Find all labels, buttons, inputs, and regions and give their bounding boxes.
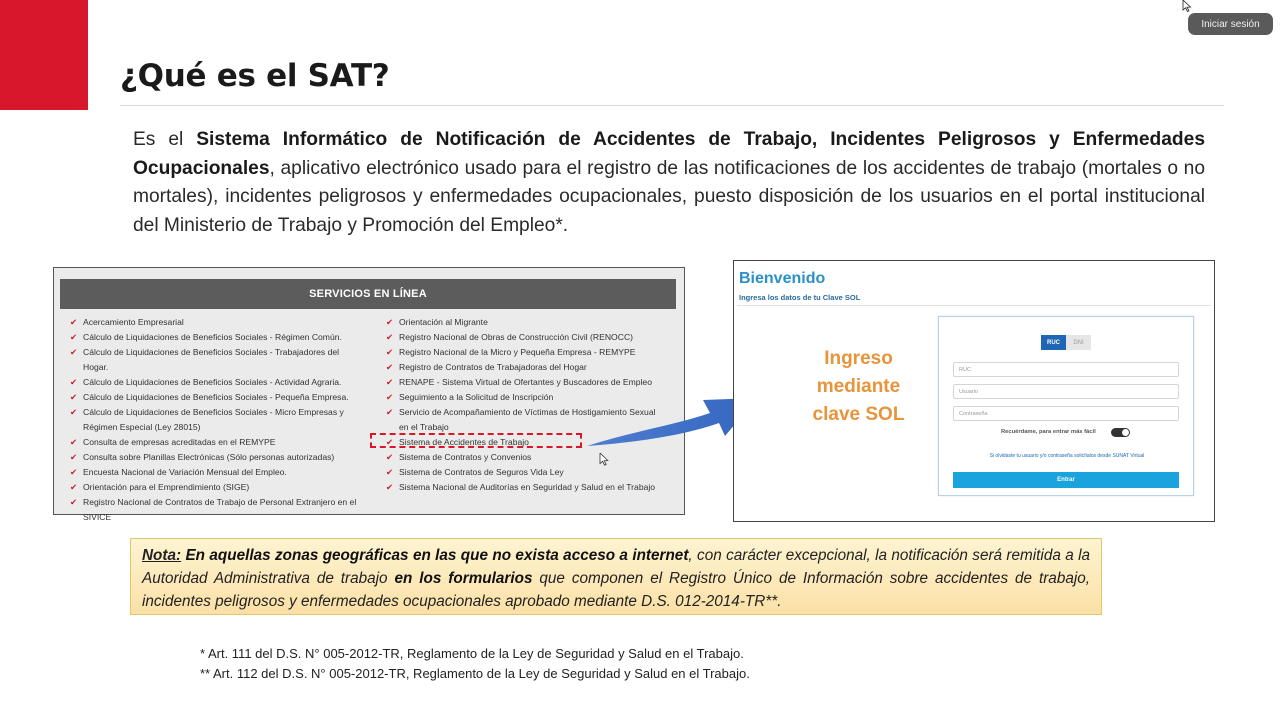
service-label: Sistema de Contratos de Seguros Vida Ley	[399, 467, 564, 477]
service-label: Registro de Contratos de Trabajadoras del Hogar	[399, 362, 587, 372]
check-icon: ✔	[386, 377, 394, 387]
note-text-2: que componen el Registro Único de Información sobre accidentes de trabajo, incidentes peligrosos y enfermedades ocupacionales aprobado mediante D.S. 012-2014-TR**.	[142, 570, 1090, 611]
note-box	[130, 538, 1102, 615]
service-label: Seguimiento a la Solicitud de Inscripción	[399, 392, 554, 402]
service-label: Encuesta Nacional de Variación Mensual del Empleo.	[83, 467, 287, 477]
brand-red-block	[0, 0, 88, 110]
service-link[interactable]	[386, 480, 666, 495]
check-icon: ✔	[70, 452, 78, 462]
check-icon: ✔	[386, 452, 394, 462]
service-link[interactable]	[70, 465, 362, 480]
service-link[interactable]	[70, 435, 362, 450]
service-label: Sistema de Contratos y Convenios	[399, 452, 532, 462]
sol-caption: Ingreso mediante clave SOL	[812, 348, 905, 425]
service-link[interactable]	[70, 450, 362, 465]
service-label: Consulta sobre Planillas Electrónicas (Sólo personas autorizadas)	[83, 452, 335, 462]
service-label: Cálculo de Liquidaciones de Beneficios Sociales - Trabajadores del Hogar.	[83, 347, 340, 372]
check-icon: ✔	[386, 392, 394, 402]
check-icon: ✔	[70, 437, 78, 447]
service-link[interactable]	[70, 405, 362, 435]
footnote-2: ** Art. 112 del D.S. N° 005-2012-TR, Reglamento de la Ley de Seguridad y Salud en el Trabajo.	[200, 666, 750, 681]
check-icon: ✔	[70, 317, 78, 327]
check-icon: ✔	[386, 407, 394, 417]
service-link[interactable]	[70, 315, 362, 330]
check-icon: ✔	[70, 392, 78, 402]
footnote-1: * Art. 111 del D.S. N° 005-2012-TR, Reglamento de la Ley de Seguridad y Salud en el Trabajo.	[200, 646, 744, 661]
check-icon: ✔	[386, 467, 394, 477]
check-icon: ✔	[70, 497, 78, 507]
note-text-1: , con carácter excepcional, la notificación será remitida a la Autoridad Administrativa de trabajo	[142, 547, 1091, 588]
tab-dni[interactable]: DNI	[1066, 335, 1091, 350]
services-left-column	[70, 315, 362, 525]
service-label: Acercamiento Empresarial	[83, 317, 184, 327]
service-label: Cálculo de Liquidaciones de Beneficios Sociales - Micro Empresas y Régimen Especial (Ley 28015)	[83, 407, 344, 432]
service-link[interactable]	[386, 465, 666, 480]
note-label: Nota:	[142, 547, 182, 564]
ruc-input[interactable]: RUC	[953, 362, 1179, 377]
service-link[interactable]	[70, 495, 362, 525]
service-label: Registro Nacional de Obras de Construcción Civil (RENOCC)	[399, 332, 634, 342]
service-label: Sistema de Accidentes de Trabajo	[399, 437, 529, 447]
service-label: Cálculo de Liquidaciones de Beneficios Sociales - Actividad Agraria.	[83, 377, 342, 387]
forgot-credentials-link[interactable]: Si olvidaste tu usuario y/o contraseña solicítalos desde SUNAT Virtual	[989, 453, 1145, 459]
sol-subtitle: Ingresa los datos de tu Clave SOL	[739, 293, 861, 302]
check-icon: ✔	[386, 332, 394, 342]
service-label: Registro Nacional de la Micro y Pequeña Empresa - REMYPE	[399, 347, 636, 357]
login-type-tabs	[1041, 335, 1091, 350]
check-icon: ✔	[70, 467, 78, 477]
service-link[interactable]	[70, 345, 362, 375]
service-label: Orientación al Migrante	[399, 317, 488, 327]
enter-button[interactable]: Entrar	[953, 472, 1179, 488]
remember-me-toggle[interactable]	[1111, 428, 1130, 437]
mouse-cursor-icon	[1182, 0, 1192, 12]
highlight-accidentes-box	[370, 433, 582, 448]
service-link[interactable]	[386, 315, 666, 330]
service-label: Cálculo de Liquidaciones de Beneficios Sociales - Pequeña Empresa.	[83, 392, 349, 402]
sol-divider	[737, 305, 1211, 306]
service-link[interactable]	[70, 330, 362, 345]
check-icon: ✔	[70, 347, 78, 357]
username-input[interactable]: Usuario	[953, 384, 1179, 399]
service-link[interactable]	[70, 480, 362, 495]
service-label: Consulta de empresas acreditadas en el REMYPE	[83, 437, 276, 447]
service-label: Cálculo de Liquidaciones de Beneficios Sociales - Régimen Común.	[83, 332, 342, 342]
title-divider	[120, 105, 1224, 106]
check-icon: ✔	[70, 482, 78, 492]
remember-me-label: Recuérdame, para entrar más fácil	[1001, 429, 1096, 435]
check-icon: ✔	[386, 362, 394, 372]
service-link[interactable]	[70, 375, 362, 390]
sol-welcome-title: Bienvenido	[739, 270, 826, 287]
service-link[interactable]	[386, 360, 666, 375]
note-bold-1: En aquellas zonas geográficas en las que no exista acceso a internet	[181, 547, 689, 564]
check-icon: ✔	[386, 437, 394, 447]
intro-description: , aplicativo electrónico usado para el registro de las notificaciones de los accidentes de trabajo (mortales o no mortales), incidentes peligrosos y enfermedades ocupacionales, puesto disposición de los usuarios en el portal institucional del Ministerio de Trabajo y Promoción del Empleo*.	[133, 157, 1205, 236]
password-input[interactable]: Contraseña	[953, 406, 1179, 421]
tab-ruc[interactable]: RUC	[1041, 335, 1066, 350]
page-title: ¿Qué es el SAT?	[120, 58, 390, 94]
sol-login-panel	[733, 260, 1215, 522]
intro-system-name: Sistema Informático de Notificación de Accidentes de Trabajo, Incidentes Peligrosos y Enfermedades Ocupacionales	[133, 129, 1205, 179]
check-icon: ✔	[70, 377, 78, 387]
service-label: Orientación para el Emprendimiento (SIGE)	[83, 482, 250, 492]
check-icon: ✔	[386, 482, 394, 492]
intro-lead: Es el	[133, 129, 197, 150]
intro-paragraph	[133, 126, 1205, 240]
check-icon: ✔	[386, 347, 394, 357]
service-label: Servicio de Acompañamiento de Víctimas de Hostigamiento Sexual en el Trabajo	[399, 407, 656, 432]
service-label: RENAPE - Sistema Virtual de Ofertantes y Buscadores de Empleo	[399, 377, 652, 387]
login-button[interactable]: Iniciar sesión	[1188, 13, 1273, 35]
sol-login-form	[938, 316, 1194, 496]
check-icon: ✔	[386, 317, 394, 327]
service-link[interactable]	[70, 390, 362, 405]
service-label: Sistema Nacional de Auditorías en Seguridad y Salud en el Trabajo	[399, 482, 656, 492]
check-icon: ✔	[70, 407, 78, 417]
service-link[interactable]	[386, 330, 666, 345]
service-link[interactable]	[386, 345, 666, 360]
services-header: SERVICIOS EN LÍNEA	[60, 279, 676, 309]
check-icon: ✔	[70, 332, 78, 342]
service-label: Registro Nacional de Contratos de Trabajo de Personal Extranjero en el SIVICE	[83, 497, 357, 522]
note-bold-2: en los formularios	[394, 570, 533, 588]
